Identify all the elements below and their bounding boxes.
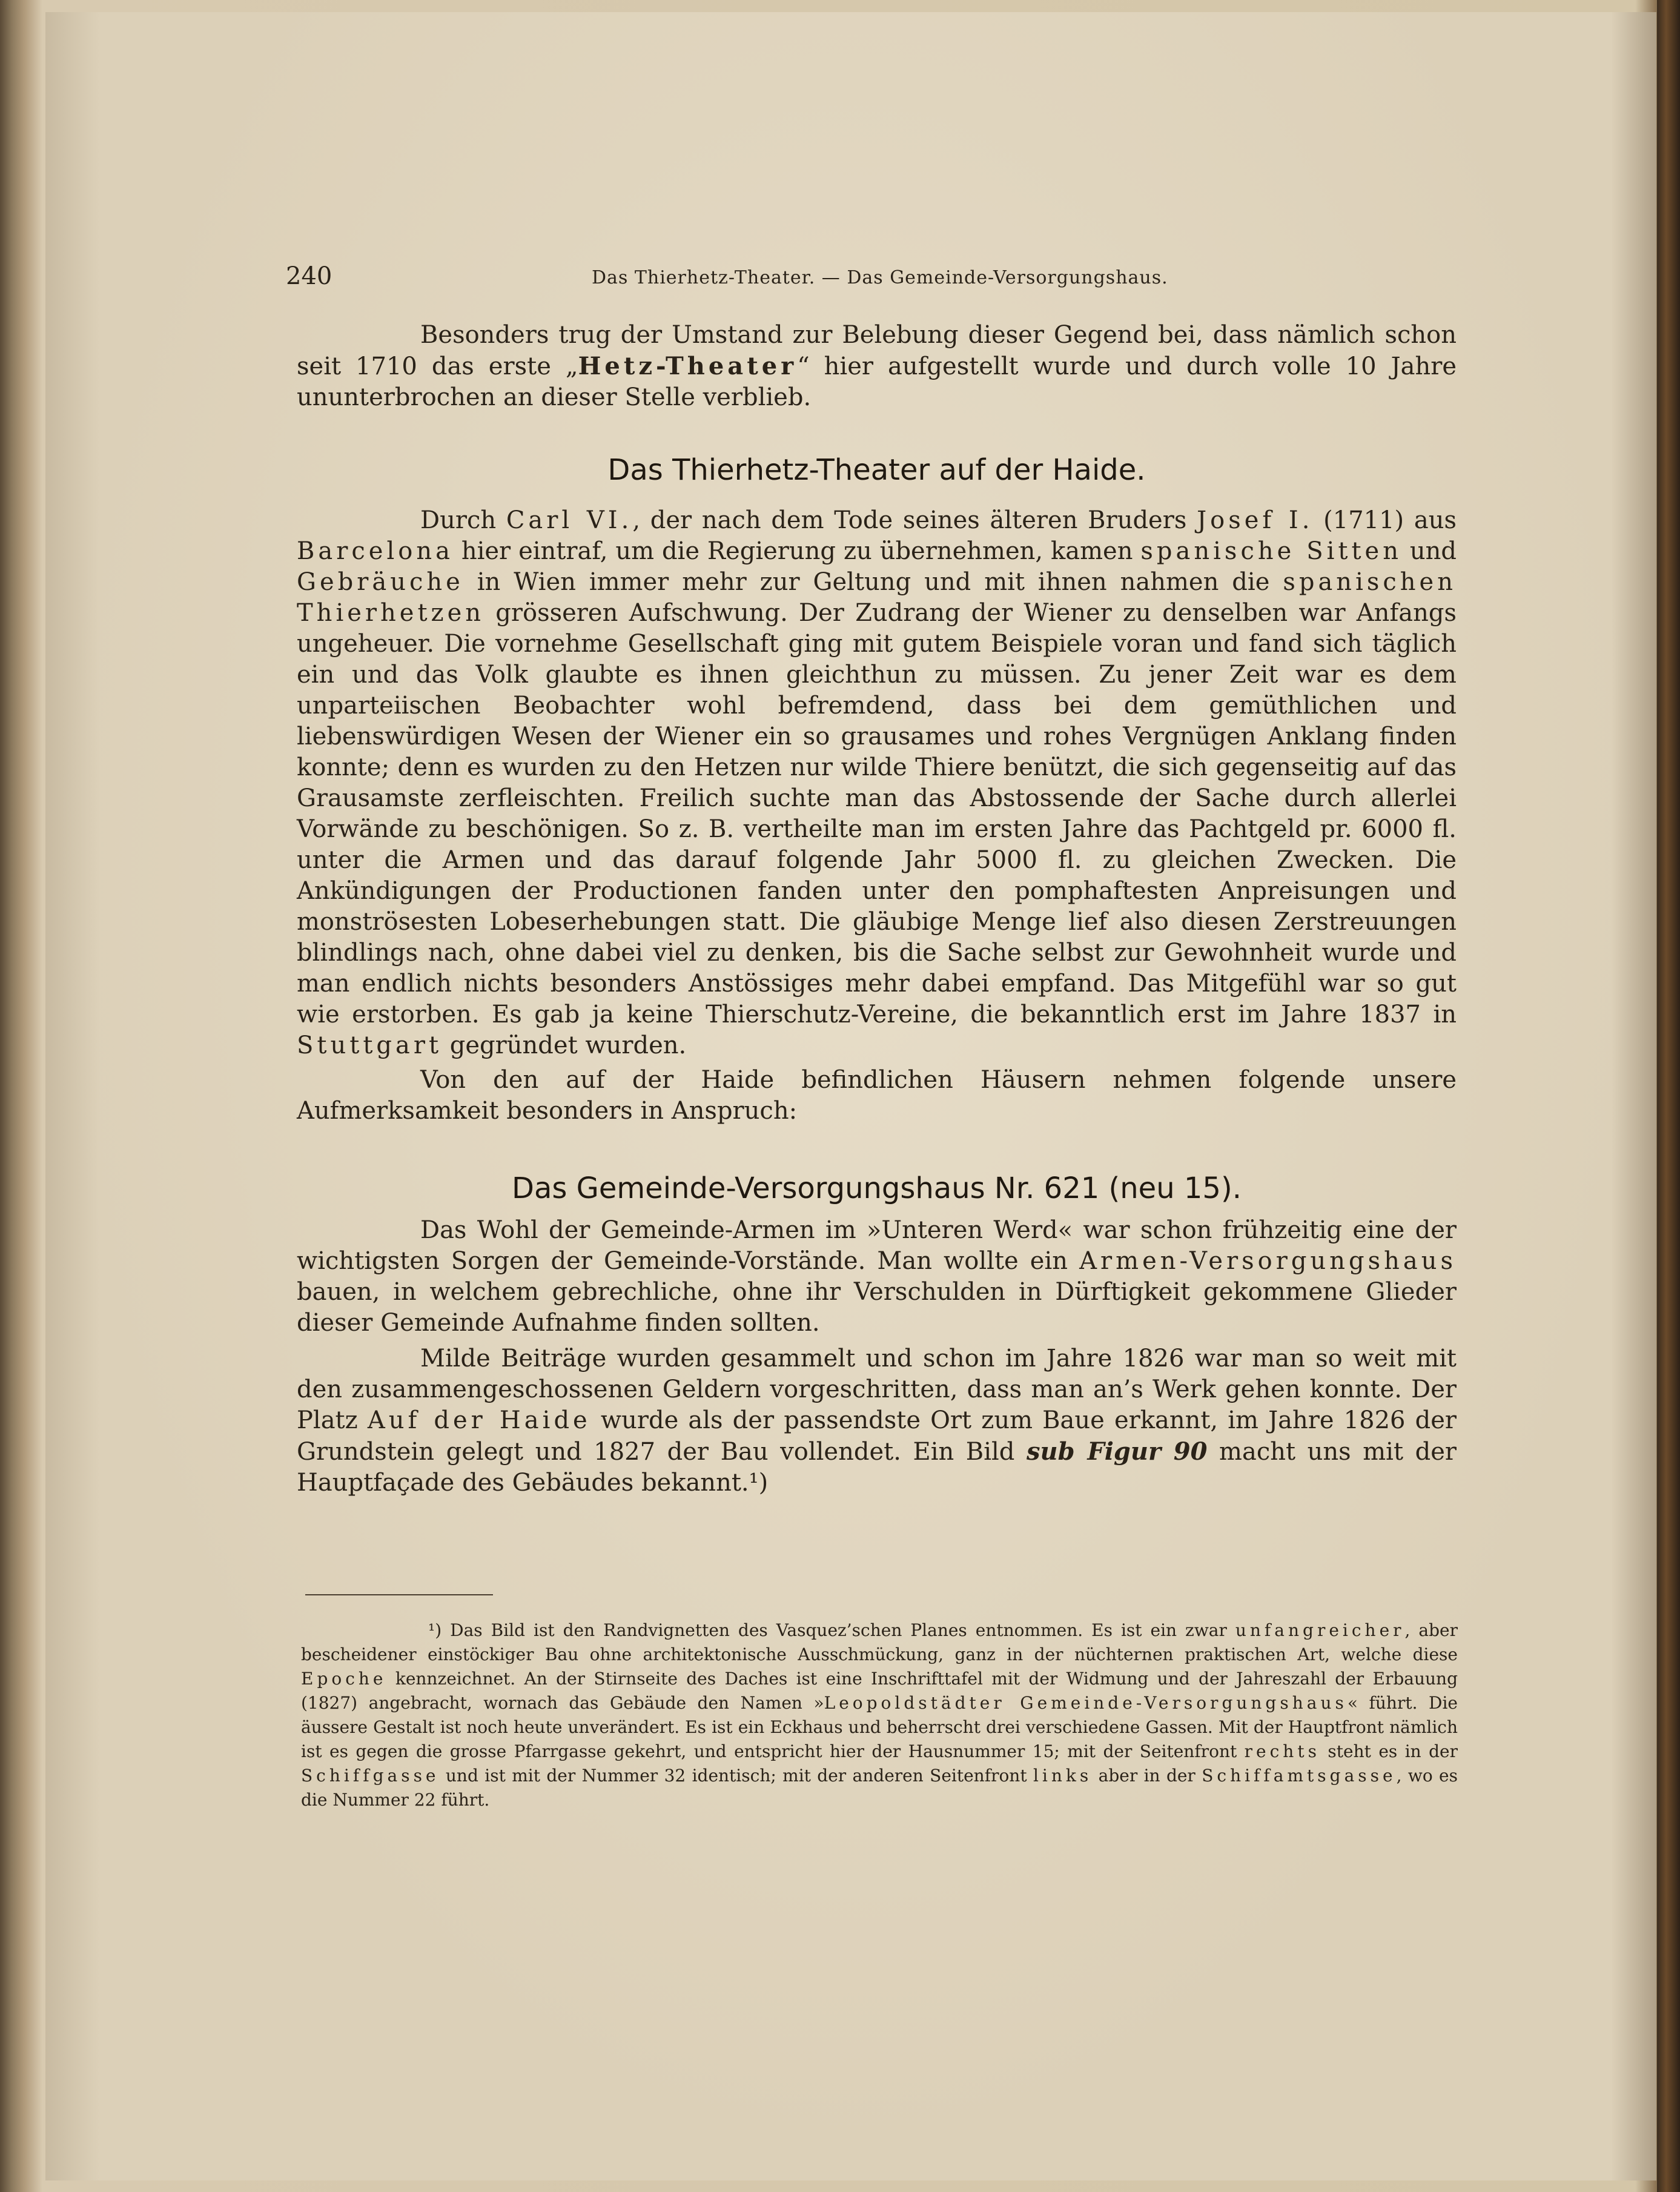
spaced-term: spanische Sitten: [1140, 537, 1402, 565]
text-run: Das Bild ist den Randvignetten des Vasquez’schen Planes entnommen. Es ist ein zwar: [441, 1620, 1235, 1640]
text-run: und ist mit der Nummer 32 identisch; mit der anderen Seitenfront: [439, 1766, 1033, 1786]
spaced-term: Schiffgasse: [301, 1766, 440, 1786]
page-header: [286, 262, 1424, 299]
main-text: [297, 320, 1457, 1498]
text-run: aber in der: [1092, 1766, 1202, 1786]
text-run: und: [1401, 537, 1457, 565]
text-run: , wo es die Nummer 22 führt.: [301, 1766, 1458, 1810]
spaced-term: Carl VI.: [506, 506, 633, 534]
running-head: Das Thierhetz-Theater. — Das Gemeinde-Versorgungshaus.: [592, 267, 1168, 288]
spaced-term: unfangreicher: [1235, 1620, 1405, 1640]
intro-paragraph: [297, 320, 1457, 413]
text-run: grösseren Aufschwung. Der Zudrang der Wiener zu denselben war Anfangs ungeheuer. Die vornehme Gesellschaft ging mit gutem Beispiele voran und fand sich täglich ein und das Volk glaubte es ihnen gleichthun zu müssen. Zu jener Zeit war es dem unparteiischen Beobachter wohl befremdend, dass bei dem gemüthlichen und liebenswürdigen Wesen der Wiener ein so grausames und rohes Vergnügen Anklang finden konnte; denn es wurden zu den Hetzen nur wilde Thiere benützt, die sich gegenseitig auf das Grausamste zerfleischten. Freilich suchte man das Abstossende der Sache durch allerlei Vorwände zu beschönigen. So z. B. vertheilte man im ersten Jahre das Pachtgeld pr. 6000 fl. unter die Armen und das darauf folgende Jahr 5000 fl. zu gleichen Zwecken. Die Ankündigungen der Productionen fanden unter den pomphaftesten Anpreisungen und monströsesten Lobeserhebungen statt. Die gläubige Menge lief also diesen Zerstreuungen blindlings nach, ohne dabei viel zu denken, bis die Sache selbst zur Gewohnheit wurde und man endlich nichts besonders Anstössiges mehr dabei empfand. Das Mitgefühl war so gut wie erstorben. Es gab ja keine Thierschutz-Vereine, die bekanntlich erst im Jahre 1837 in: [297, 599, 1457, 1028]
footnote-text: [301, 1618, 1458, 1812]
footnote-mark: ¹): [749, 1469, 769, 1497]
text-run: Das Wohl der Gemeinde-Armen im »Unteren Werd« war schon frühzeitig eine der wichtigsten Sorgen der Gemeinde-Vorstände. Man wollte ein: [297, 1216, 1457, 1275]
book-spine: [1657, 0, 1680, 2192]
text-run: , der nach dem Tode seines älteren Bruders: [632, 506, 1197, 534]
text-run: , aber bescheidener einstöckiger Bau ohne architektonische Ausschmückung, ganz in der nüchternen praktischen Art, welche diese: [301, 1620, 1458, 1664]
paragraph-haide-houses: Von den auf der Haide befindlichen Häusern nehmen folgende unsere Aufmerksamkeit besonders in Anspruch:: [297, 1066, 1457, 1125]
spaced-term: Armen-Versorgungshaus: [1079, 1247, 1457, 1275]
blackletter-term: Hetz-Theater: [578, 352, 798, 380]
spaced-term: Stuttgart: [297, 1031, 443, 1059]
page-fold-shadow: [1611, 12, 1656, 2180]
text-run: Milde Beiträge wurden gesammelt und schon im Jahre 1826 war man so weit mit den zusammengeschossenen Geldern vorgeschritten, dass man an’s Werk gehen konnte. Der Platz: [297, 1345, 1457, 1434]
spaced-term: rechts: [1244, 1741, 1320, 1761]
text-run: steht es in der: [1320, 1741, 1458, 1761]
paragraph-thierhetz: [297, 505, 1457, 1061]
spaced-term: Schiffamtsgasse: [1202, 1766, 1397, 1786]
text-run: “ hier aufgestellt wurde und durch volle 10 Jahre ununterbrochen an dieser Stelle verblieb.: [297, 353, 1457, 411]
text-run: Besonders trug der Umstand zur Belebung dieser Gegend bei, dass nämlich schon seit 1710 das erste „: [297, 321, 1457, 380]
text-run: macht uns mit der Hauptfaçade des Gebäudes bekannt.: [297, 1438, 1457, 1497]
text-run: « führt. Die äussere Gestalt ist noch heute unverändert. Es ist ein Eckhaus und beherrscht drei verschiedene Gassen. Mit der Hauptfront nämlich ist es gegen die grosse Pfarrgasse gekehrt, und entspricht hier der Hausnummer 15; mit der Seitenfront: [301, 1693, 1458, 1761]
spaced-term: spanischen Thierhetzen: [297, 568, 1457, 627]
text-run: hier eintraf, um die Regierung zu übernehmen, kamen: [453, 537, 1141, 565]
paragraph-gemeinde-armen: [297, 1215, 1457, 1339]
text-run: bauen, in welchem gebrechliche, ohne ihr Verschulden in Dürftigkeit gekommene Glieder dieser Gemeinde Aufnahme finden sollten.: [297, 1278, 1457, 1337]
section-heading-thierhetz: Das Thierhetz-Theater auf der Haide.: [607, 453, 1146, 487]
spaced-term: Leopoldstädter Gemeinde-Versorgungshaus: [824, 1693, 1348, 1713]
footnote-mark: ¹): [428, 1620, 442, 1640]
spaced-term: Epoche: [301, 1669, 387, 1689]
text-run: gegründet wurden.: [442, 1031, 687, 1059]
section-heading-versorgungshaus: Das Gemeinde-Versorgungshaus Nr. 621 (neu 15).: [512, 1171, 1242, 1205]
text-run: (1711) aus: [1313, 506, 1457, 534]
footnote-rule: [305, 1594, 493, 1595]
text-run: in Wien immer mehr zur Geltung und mit ihnen nahmen die: [463, 568, 1283, 596]
spaced-term: Barcelona: [297, 537, 454, 565]
footnote: [301, 1618, 1458, 1812]
spaced-term: Auf der Haide: [367, 1406, 591, 1434]
page-number: 240: [286, 262, 332, 290]
paragraph-bau: [297, 1343, 1457, 1498]
spaced-term: links: [1033, 1766, 1093, 1786]
spaced-term: Josef I.: [1197, 506, 1314, 534]
text-run: Durch: [420, 506, 506, 534]
text-run: wurde als der passendste Ort zum Baue erkannt, im Jahre 1826 der Grundstein gelegt und 1827 der Bau vollendet. Ein Bild: [297, 1406, 1457, 1466]
text-run: kennzeichnet. An der Stirnseite des Daches ist eine Inschrifttafel mit der Widmung und der Jahreszahl der Erbauung (1827) angebracht, wornach das Gebäude den Namen »: [301, 1669, 1458, 1713]
spaced-term: Gebräuche: [297, 568, 464, 596]
figure-reference: sub Figur 90: [1026, 1437, 1208, 1466]
